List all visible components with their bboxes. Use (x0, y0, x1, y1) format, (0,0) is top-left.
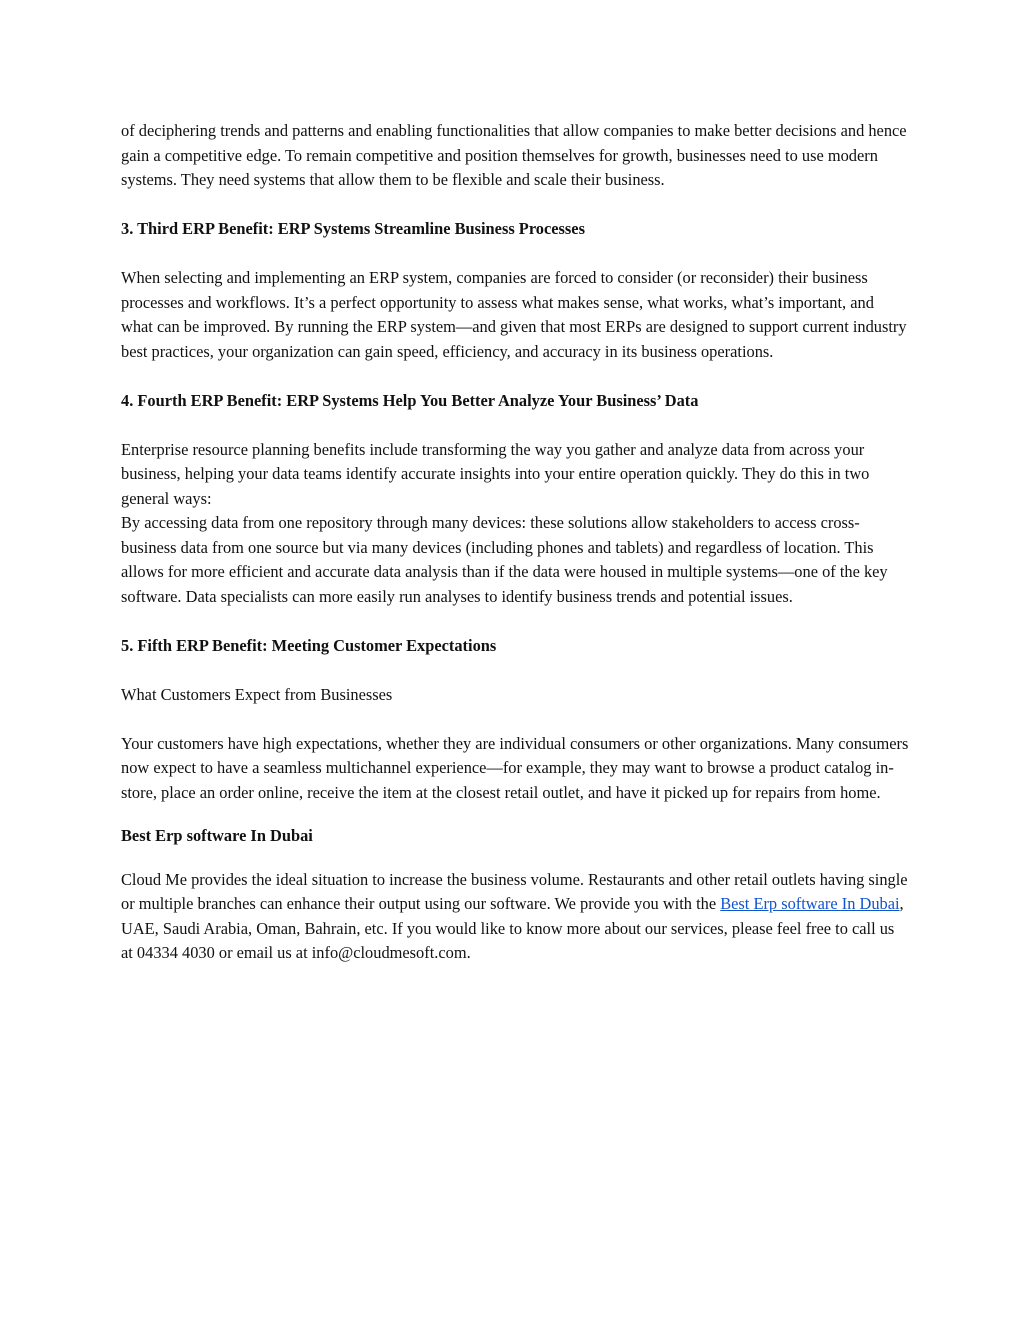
document-page (121, 119, 909, 966)
section-5-heading: 5. Fifth ERP Benefit: Meeting Customer Expectations (121, 635, 497, 655)
best-erp-software-link[interactable]: Best Erp software In Dubai (720, 894, 900, 913)
section-4-paragraph-2: By accessing data from one repository through many devices: these solutions allow stakeholders to access cross-business data from one source but via many devices (including phones and tablets) and regardless of location. This allows for more efficient and accurate data analysis than if the data were housed in multiple systems—one of the key software. Data specialists can more easily run analyses to identify business trends and potential issues. (121, 513, 888, 606)
section-4-heading: 4. Fourth ERP Benefit: ERP Systems Help You Better Analyze Your Business’ Data (121, 390, 699, 410)
section-5-subheading: What Customers Expect from Businesses (121, 684, 393, 704)
closing-text-before-link: Cloud Me provides the ideal situation to increase the business volume. Restaurants and other retail outlets having single or multiple branches can enhance their output using our software. We provide you with the (121, 869, 908, 913)
intro-paragraph: of deciphering trends and patterns and enabling functionalities that allow companies to make better decisions and hence gain a competitive edge. To remain competitive and position themselves for growth, businesses need to use modern systems. They need systems that allow them to be flexible and scale their business. (121, 121, 907, 189)
closing-paragraph (121, 868, 909, 966)
section-4-paragraph-1: Enterprise resource planning benefits include transforming the way you gather and analyze data from across your business, helping your data teams identify accurate insights into your entire operation quickly. They do this in two general ways: (121, 439, 870, 508)
section-3-paragraph: When selecting and implementing an ERP system, companies are forced to consider (or reconsider) their business processes and workflows. It’s a perfect opportunity to assess what makes sense, what works, what’s important, and what can be improved. By running the ERP system—and given that most ERPs are designed to support current industry best practices, your organization can gain speed, efficiency, and accuracy in its business operations. (121, 268, 907, 361)
section-5-paragraph: Your customers have high expectations, whether they are individual consumers or other organizations. Many consumers now expect to have a seamless multichannel experience—for example, they may want to browse a product catalog in-store, place an order online, receive the item at the closest retail outlet, and have it picked up for repairs from home. (121, 733, 909, 802)
section-3-heading: 3. Third ERP Benefit: ERP Systems Streamline Business Processes (121, 219, 585, 238)
closing-heading: Best Erp software In Dubai (121, 826, 313, 845)
closing-text-after-link: , UAE, Saudi Arabia, Oman, Bahrain, etc. If you would like to know more about our services, please feel free to call us at 04334 4030 or email us at info@cloudmesoft.com. (121, 894, 904, 962)
